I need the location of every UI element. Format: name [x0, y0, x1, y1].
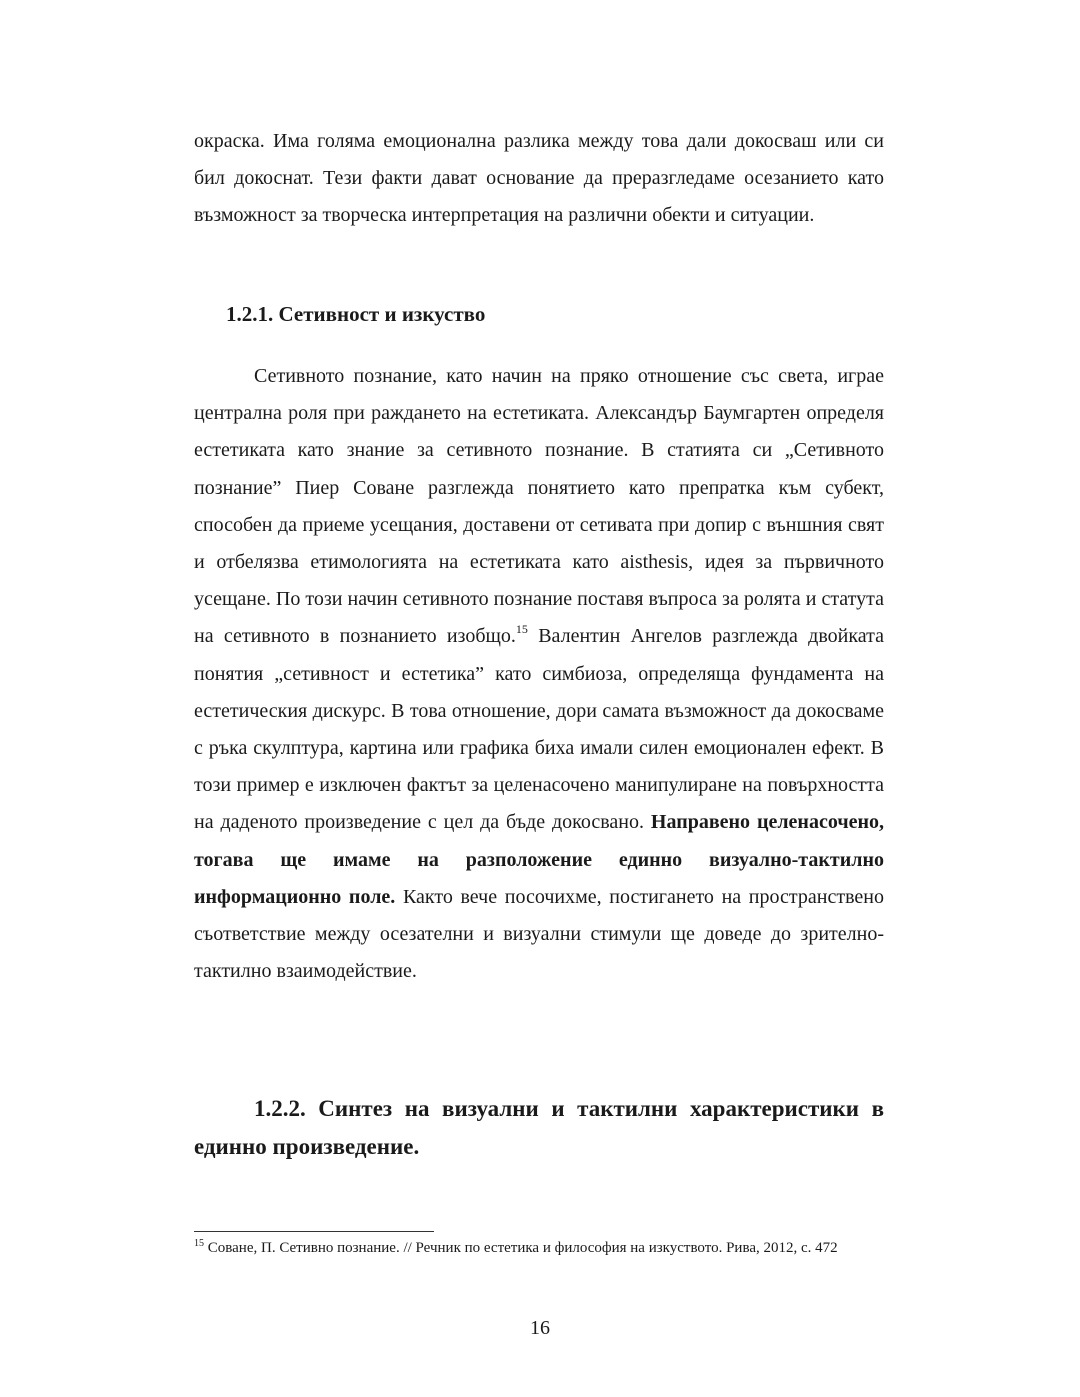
paragraph-text-part-1: Сетивното познание, като начин на пряко отношение със света, играе централна роля при раждането на естетиката. Александър Баумгартен определя естетиката като знание за сетивното познание. В статията си „Сетивното познание” Пиер Соване разглежда понятието като препратка към субект, способен да приеме усещания, доставени от сетивата при допир с външния свят и отбелязва етимологията на естетиката като aisthesis, идея за първичното усещане. По този начин сетивното познание поставя въпроса за ролята и статута на сетивното в познанието изобщо. — [194, 365, 884, 648]
section-heading-1-2-1: 1.2.1. Сетивност и изкуство — [226, 302, 486, 326]
footnote-divider — [194, 1231, 434, 1232]
footnote-text: Соване, П. Сетивно познание. // Речник по естетика и философия на изкуството. Рива, 2012, с. 472 — [204, 1240, 838, 1256]
paragraph-text-part-2: Валентин Ангелов разглежда двойката понятия „сетивност и естетика” като симбиоза, определяща фундамента на естетическия дискурс. В това отношение, дори самата възможност да докосваме с ръка скулптура, картина или графика биха имали силен емоционален ефект. В този пример е изключен фактът за целенасочено манипулиране на повърхността на даденото произведение с цел да бъде докосвано. — [194, 625, 884, 834]
footnote-reference-15: 15 — [515, 622, 528, 637]
footnote-number: 15 — [194, 1238, 204, 1249]
paragraph-bold-statement: Направено целенасочено, тогава ще имаме на разположение единно визуално-тактилно информационно поле. — [194, 811, 884, 908]
page-number: 16 — [530, 1317, 550, 1339]
paragraph-sensory-knowledge — [194, 358, 884, 990]
paragraph-text-part-3: Както вече посочихме, постигането на пространствено съответствие между осезателни и визуални стимули ще доведе до зрително-тактилно взаимодействие. — [194, 885, 884, 983]
section-heading-1-2-2: 1.2.2. Синтез на визуални и тактилни характеристики в единно произведение. — [194, 1096, 884, 1159]
paragraph-continued: окраска. Има голяма емоционална разлика между това дали докосваш или си бил докоснат. Тези факти дават основание да преразгледаме осезанието като възможност за творческа интерпретация на различни обекти и ситуации. — [194, 130, 884, 227]
footnote-15 — [194, 1237, 884, 1259]
